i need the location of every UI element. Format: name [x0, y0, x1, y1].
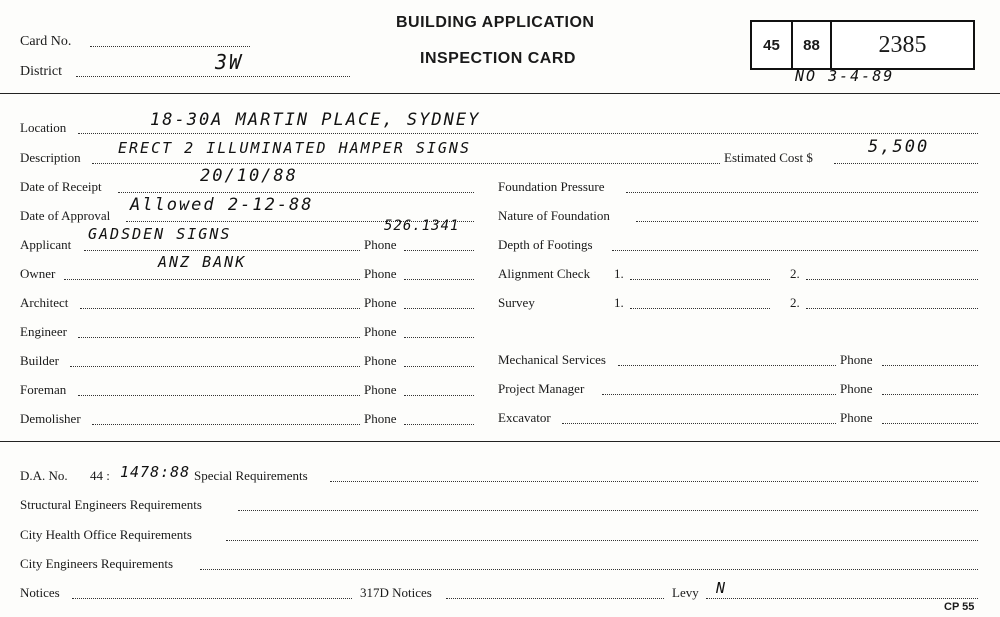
- date-approval-value: Allowed 2-12-88: [130, 195, 314, 215]
- city-engineers-label: City Engineers Requirements: [20, 556, 174, 571]
- mechanical-phone-line[interactable]: [882, 365, 978, 366]
- builder-phone-line[interactable]: [404, 366, 474, 367]
- demolisher-label: Demolisher: [20, 411, 81, 426]
- city-health-label: City Health Office Requirements: [20, 527, 192, 542]
- reference-note: NO 3-4-89: [795, 67, 895, 85]
- date-receipt-line[interactable]: [118, 192, 474, 193]
- owner-phone-label: Phone: [364, 266, 397, 281]
- da-no-label: D.A. No.: [20, 468, 68, 483]
- location-label: Location: [20, 120, 67, 135]
- notices-317d-label: 317D Notices: [360, 585, 432, 600]
- project-manager-phone-label: Phone: [840, 381, 873, 396]
- notices-line[interactable]: [72, 598, 352, 599]
- applicant-phone-line[interactable]: [404, 250, 474, 251]
- box-code-b: 88: [803, 36, 820, 54]
- form-code: CP 55: [944, 601, 975, 613]
- nature-foundation-line[interactable]: [636, 221, 978, 222]
- survey-1-label: 1.: [614, 295, 624, 310]
- da-prefix: 44 :: [90, 468, 110, 483]
- foreman-line[interactable]: [78, 395, 360, 396]
- alignment-2-line[interactable]: [806, 279, 978, 280]
- engineer-line[interactable]: [78, 337, 360, 338]
- header-divider: [0, 93, 1000, 94]
- depth-footings-line[interactable]: [612, 250, 978, 251]
- special-requirements-label: Special Requirements: [194, 468, 308, 483]
- estimated-cost-value: 5,500: [868, 137, 930, 157]
- reference-box: [750, 20, 975, 70]
- box-card-number: 2385: [878, 31, 927, 58]
- mechanical-phone-label: Phone: [840, 352, 873, 367]
- alignment-1-line[interactable]: [630, 279, 770, 280]
- notices-label: Notices: [20, 585, 60, 600]
- date-receipt-value: 20/10/88: [200, 166, 298, 186]
- description-label: Description: [20, 150, 81, 165]
- applicant-phone-value: 526.1341: [384, 218, 460, 234]
- project-manager-line[interactable]: [602, 394, 836, 395]
- applicant-phone-label: Phone: [364, 237, 397, 252]
- builder-label: Builder: [20, 353, 59, 368]
- card-no-label: Card No.: [20, 34, 72, 49]
- description-line[interactable]: [92, 163, 720, 164]
- excavator-phone-line[interactable]: [882, 423, 978, 424]
- mechanical-label: Mechanical Services: [498, 352, 606, 367]
- builder-line[interactable]: [70, 366, 360, 367]
- excavator-phone-label: Phone: [840, 410, 873, 425]
- description-value: ERECT 2 ILLUMINATED HAMPER SIGNS: [118, 139, 471, 157]
- da-number-value: 1478:88: [120, 463, 191, 481]
- owner-line[interactable]: [64, 279, 360, 280]
- alignment-check-label: Alignment Check: [498, 266, 591, 281]
- owner-label: Owner: [20, 266, 56, 281]
- district-label: District: [20, 64, 62, 79]
- levy-label: Levy: [672, 585, 699, 600]
- owner-phone-line[interactable]: [404, 279, 474, 280]
- city-health-line[interactable]: [226, 540, 978, 541]
- card-no-line[interactable]: [90, 46, 250, 47]
- notices-317d-line[interactable]: [446, 598, 664, 599]
- special-requirements-line[interactable]: [330, 481, 978, 482]
- alignment-2-label: 2.: [790, 266, 800, 281]
- city-engineers-line[interactable]: [200, 569, 978, 570]
- levy-line[interactable]: [706, 598, 978, 599]
- excavator-label: Excavator: [498, 410, 551, 425]
- location-line[interactable]: [78, 133, 978, 134]
- foundation-pressure-label: Foundation Pressure: [498, 179, 605, 194]
- foreman-phone-line[interactable]: [404, 395, 474, 396]
- date-receipt-label: Date of Receipt: [20, 179, 102, 194]
- survey-1-line[interactable]: [630, 308, 770, 309]
- engineer-phone-line[interactable]: [404, 337, 474, 338]
- depth-footings-label: Depth of Footings: [498, 237, 593, 252]
- structural-line[interactable]: [238, 510, 978, 511]
- district-value: 3W: [215, 50, 244, 74]
- engineer-label: Engineer: [20, 324, 67, 339]
- estimated-cost-label: Estimated Cost $: [724, 150, 813, 165]
- demolisher-line[interactable]: [92, 424, 360, 425]
- project-manager-label: Project Manager: [498, 381, 585, 396]
- nature-foundation-label: Nature of Foundation: [498, 208, 610, 223]
- district-line[interactable]: [76, 76, 350, 77]
- date-approval-label: Date of Approval: [20, 208, 111, 223]
- applicant-value: GADSDEN SIGNS: [88, 225, 232, 243]
- form-title: BUILDING APPLICATION: [396, 14, 595, 31]
- estimated-cost-line[interactable]: [834, 163, 978, 164]
- project-manager-phone-line[interactable]: [882, 394, 978, 395]
- architect-phone-line[interactable]: [404, 308, 474, 309]
- builder-phone-label: Phone: [364, 353, 397, 368]
- survey-2-line[interactable]: [806, 308, 978, 309]
- survey-label: Survey: [498, 295, 535, 310]
- architect-phone-label: Phone: [364, 295, 397, 310]
- box-code-a: 45: [763, 36, 780, 54]
- form-subtitle: INSPECTION CARD: [420, 50, 576, 67]
- mechanical-line[interactable]: [618, 365, 836, 366]
- excavator-line[interactable]: [562, 423, 836, 424]
- applicant-line[interactable]: [84, 250, 360, 251]
- applicant-label: Applicant: [20, 237, 72, 252]
- levy-value: N: [716, 579, 728, 597]
- foundation-pressure-line[interactable]: [626, 192, 978, 193]
- demolisher-phone-label: Phone: [364, 411, 397, 426]
- foreman-phone-label: Phone: [364, 382, 397, 397]
- survey-2-label: 2.: [790, 295, 800, 310]
- engineer-phone-label: Phone: [364, 324, 397, 339]
- section-divider: [0, 441, 1000, 442]
- location-value: 18-30A MARTIN PLACE, SYDNEY: [150, 110, 481, 130]
- alignment-1-label: 1.: [614, 266, 624, 281]
- structural-label: Structural Engineers Requirements: [20, 497, 202, 512]
- architect-label: Architect: [20, 295, 69, 310]
- demolisher-phone-line[interactable]: [404, 424, 474, 425]
- architect-line[interactable]: [80, 308, 360, 309]
- owner-value: ANZ BANK: [158, 253, 247, 271]
- foreman-label: Foreman: [20, 382, 67, 397]
